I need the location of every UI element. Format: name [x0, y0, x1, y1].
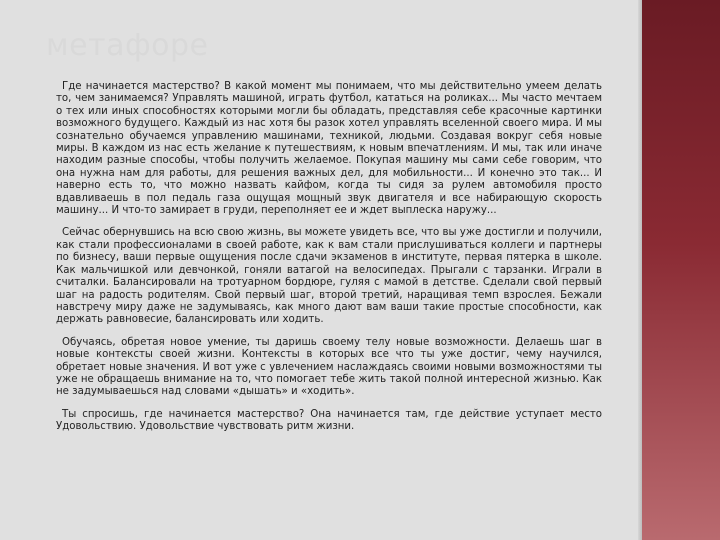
paragraph-4: Ты спросишь, где начинается мастерство? Она начинается там, где действие уступает место Удовольствию. Удовольствие чувствовать ритм жизни. — [56, 408, 602, 433]
paragraph-3: Обучаясь, обретая новое умение, ты даришь своему телу новые возможности. Делаешь шаг в новые контексты своей жизни. Контексты в которых все что ты уже достиг, чему научился, обретает новые значения. И вот уже с увлечением наслаждаясь своими новыми возможностями ты уже не обращаешь внимание на то, что помогает тебе жить такой полной интересной жизнью. Как не задумываешься над словами «дышать» и «ходить». — [56, 336, 602, 398]
decorative-sidebar — [642, 0, 720, 540]
paragraph-2: Сейчас обернувшись на всю свою жизнь, вы можете увидеть все, что вы уже достигли и получили, как стали профессионалами в своей работе, как к вам стали прислушиваться коллеги и партнеры по бизнесу, ваши первые ощущения после сдачи экзаменов в институте, первая пятерка в школе. Как мальчишкой или девчонкой, гоняли ватагой на велосипедах. Прыгали с тарзанки. Играли в считалки. Балансировали на тротуарном бордюре, гуляя с мамой в детстве. Сделали свой первый шаг на радость родителям. Свой первый шаг, второй третий, наращивая темп взрослея. Бежали навстречу миру даже не задумываясь, как много дают вам ваши такие простые способности, как держать равновесие, балансировать или ходить. — [56, 227, 602, 326]
slide-title: метафоре — [46, 28, 209, 63]
paragraph-1: Где начинается мастерство? В какой момент мы понимаем, что мы действительно умеем делать то, чем занимаемся? Управлять машиной, играть футбол, кататься на роликах... Мы часто мечтаем о тех или иных способностях которыми могли бы обладать, представляя себе красочные картинки возможного будущего. Каждый из нас хотя бы разок хотел управлять вселенной своего мира. И мы сознательно обучаемся управлению машинами, техникой, людьми. Создавая вокруг себя новые миры. В каждом из нас есть желание к путешествиям, к новым впечатлениям. И мы, так или иначе находим разные способы, чтобы получить желаемое. Покупая машину мы сами себе говорим, что она нужна нам для работы, для решения важных дел, для мобильности... И конечно это так... И наверно есть то, что можно назвать кайфом, когда ты сидя за рулем автомобиля просто вдавливаешь в пол педаль газа ощущая мощный звук двигателя и все набирающую скорость машину... И что-то замирает в груди, переполняет ее и ждет выплеска наружу... — [56, 81, 602, 217]
slide-body — [56, 81, 602, 444]
